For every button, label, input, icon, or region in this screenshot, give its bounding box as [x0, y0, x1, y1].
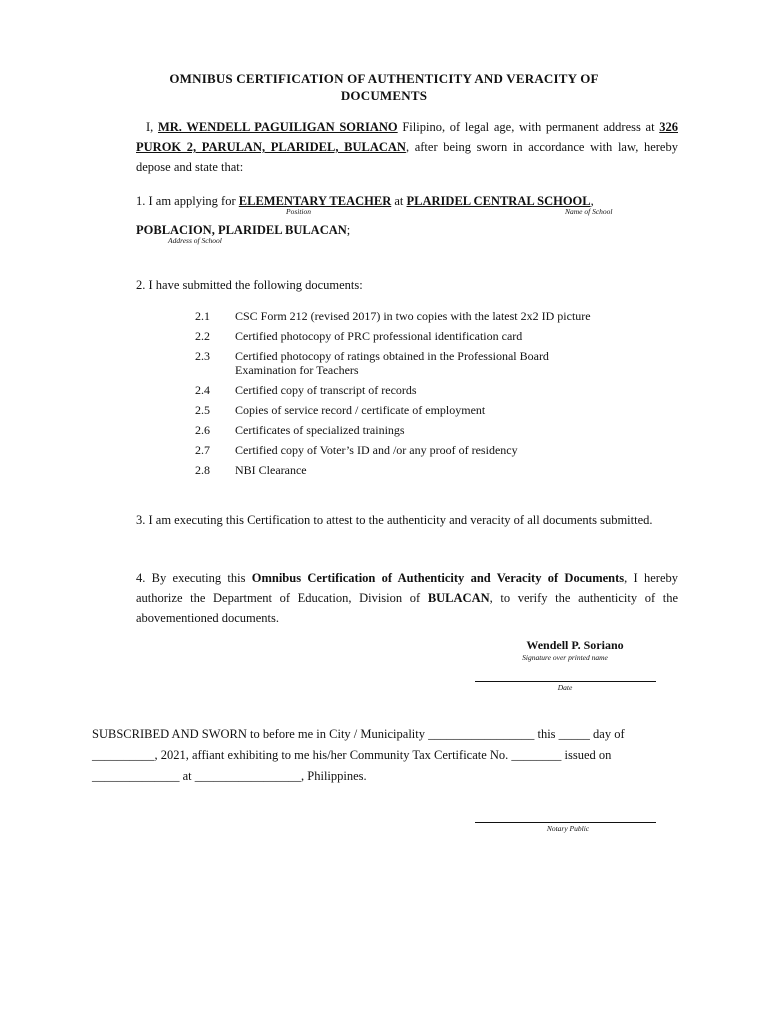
document-title	[100, 70, 668, 104]
list-item: 2.2 Certified photocopy of PRC professional identification card	[195, 329, 523, 343]
school-address-value: POBLACION, PLARIDEL BULACAN	[136, 223, 347, 237]
list-item: 2.8 NBI Clearance	[195, 463, 307, 477]
notary-caption: Notary Public	[546, 824, 590, 833]
item-1-prefix: 1. I am applying for	[136, 194, 239, 208]
list-item: 2.7 Certified copy of Voter’s ID and /or any proof of residency	[195, 443, 518, 457]
school-value: PLARIDEL CENTRAL SCHOOL	[406, 194, 591, 208]
intro-suffix: , after being sworn in accordance with law, hereby depose and state that:	[136, 140, 678, 174]
affiant-name: MR. WENDELL PAGUILIGAN SORIANO	[157, 120, 398, 134]
list-item: 2.3 Certified photocopy of ratings obtained in the Professional Board Examination for Teachers	[195, 349, 549, 377]
item-1-comma: ,	[590, 194, 594, 208]
list-item: 2.5 Copies of service record / certificate of employment	[195, 403, 486, 417]
item-2-intro: 2. I have submitted the following documents:	[136, 278, 363, 292]
documents-list	[195, 309, 655, 483]
date-line	[475, 681, 656, 682]
affiant-address: 326 PUROK 2, PARULAN, PLARIDEL, BULACAN	[136, 120, 678, 154]
item-1-mid: at	[391, 194, 407, 208]
signature-caption: Signature over printed name	[522, 653, 608, 662]
item-1-semicolon: ;	[346, 223, 351, 237]
jurat-line-2: __________, 2021, affiant exhibiting to me his/her Community Tax Certificate No. ________ issued on	[92, 748, 612, 762]
address-caption: Address of School	[168, 236, 222, 245]
item-1-line	[136, 192, 594, 210]
jurat-paragraph	[92, 724, 680, 787]
title-line-1: OMNIBUS CERTIFICATION OF AUTHENTICITY AND VERACITY OF	[169, 71, 599, 86]
position-value: ELEMENTARY TEACHER	[238, 194, 392, 208]
item-3-paragraph: 3. I am executing this Certification to attest to the authenticity and veracity of all documents submitted.	[136, 513, 653, 527]
title-line-2: DOCUMENTS	[340, 88, 428, 103]
position-caption: Position	[286, 207, 312, 216]
list-item: 2.1 CSC Form 212 (revised 2017) in two copies with the latest 2x2 ID picture	[195, 309, 591, 323]
signatory-name: Wendell P. Soriano	[526, 638, 624, 652]
division-value: BULACAN	[427, 591, 490, 605]
jurat-line-1: SUBSCRIBED AND SWORN to before me in City / Municipality _________________ this _____ day of	[92, 727, 625, 741]
certification-title-bold: Omnibus Certification of Authenticity and Veracity of Documents	[251, 571, 625, 585]
list-item: 2.6 Certificates of specialized trainings	[195, 423, 405, 437]
school-caption: Name of School	[565, 207, 613, 216]
list-item: 2.4 Certified copy of transcript of records	[195, 383, 417, 397]
date-caption: Date	[557, 683, 573, 692]
jurat-line-3: ______________ at _________________, Philippines.	[92, 769, 367, 783]
intro-mid: Filipino, of legal age, with permanent address at	[397, 120, 660, 134]
intro-paragraph	[136, 117, 678, 177]
notary-signature-line	[475, 822, 656, 823]
item-4-paragraph: 4. By executing this Omnibus Certification of Authenticity and Veracity of Documents, I hereby authorize the Department of Education, Division of BULACAN, to verify the authenticity of the abovementioned documents.	[136, 571, 678, 625]
intro-prefix: I,	[146, 120, 158, 134]
